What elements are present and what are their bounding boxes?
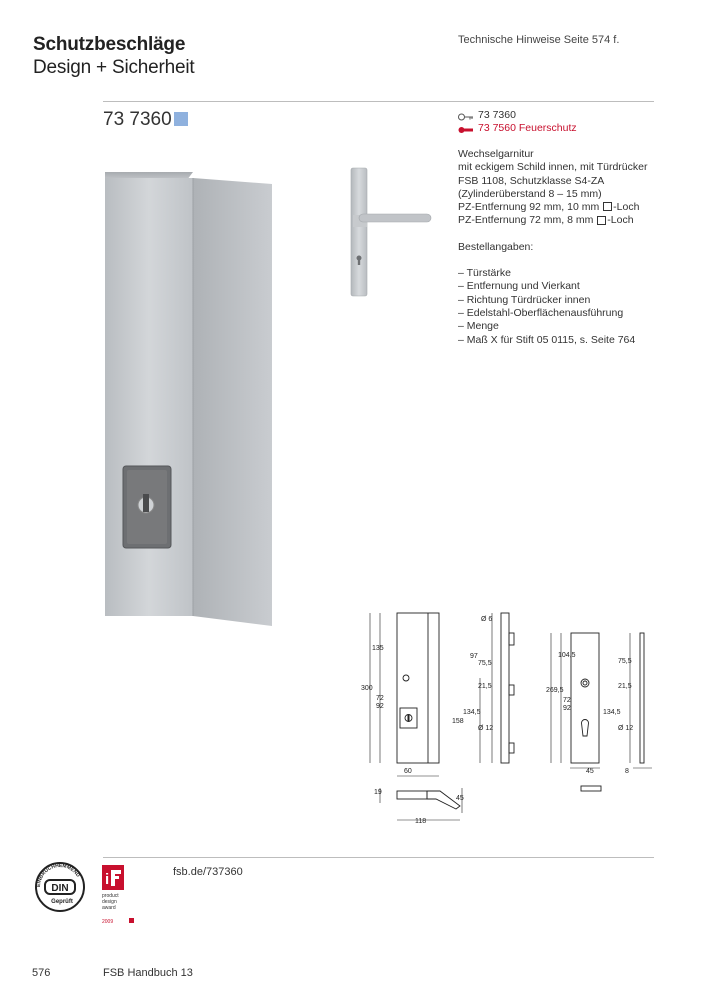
dim-label: 21,5: [618, 683, 632, 690]
dim-label: 104,5: [558, 652, 576, 659]
pz-line-2: PZ-Entfernung 72 mm, 8 mm -Loch: [458, 214, 634, 227]
dim-label: 8: [625, 768, 629, 775]
order-item: – Entfernung und Vierkant: [458, 280, 580, 293]
dim-label: 92: [563, 705, 571, 712]
dim-label: 45: [456, 795, 464, 802]
dim-label: Ø 12: [478, 725, 494, 732]
order-item: – Edelstahl-Oberflächenausführung: [458, 306, 624, 319]
dim-label: 300: [361, 685, 373, 692]
technical-drawing: [360, 608, 660, 833]
din-text: DIN: [51, 883, 69, 894]
square-hole-icon: [597, 216, 606, 225]
dim-label: 269,5: [546, 687, 564, 694]
dim-label: 92: [376, 703, 384, 710]
order-heading: Bestellangaben:: [458, 240, 534, 253]
dim-label: 135: [372, 645, 384, 652]
din-certified-logo: [33, 860, 88, 915]
desc-line: FSB 1108, Schutzklasse S4-ZA: [458, 174, 605, 187]
order-item: – Richtung Türdrücker innen: [458, 293, 591, 306]
din-sub-text: Geprüft: [51, 899, 73, 905]
dim-label: 97: [470, 653, 478, 660]
order-item: – Menge: [458, 320, 499, 333]
fire-key-icon: [458, 125, 474, 132]
dim-label: 75,5: [618, 658, 632, 665]
dim-label: 158: [452, 718, 464, 725]
din-ring-text: EINBRUCHHEMMEND: [35, 862, 81, 888]
award-line: design: [102, 899, 117, 905]
variant-standard: [458, 109, 516, 121]
dim-label: 72: [563, 697, 571, 704]
award-line: product: [102, 893, 119, 899]
pz-line-1: PZ-Entfernung 92 mm, 10 mm -Loch: [458, 201, 640, 214]
order-item: – Maß X für Stift 05 0115, s. Seite 764: [458, 333, 636, 346]
page-title: Schutzbeschläge: [33, 34, 186, 55]
award-year: 2009: [102, 919, 114, 925]
variant-standard-label: 73 7360: [478, 109, 516, 121]
desc-line: Wechselgarnitur: [458, 148, 534, 160]
article-number: 73 7360: [103, 109, 172, 130]
award-line: award: [102, 905, 116, 911]
dim-label: 45: [586, 768, 594, 775]
dim-label: 21,5: [478, 683, 492, 690]
variant-fire-label: 73 7560 Feuerschutz: [478, 122, 577, 134]
square-hole-icon: [603, 202, 612, 211]
dim-label: 118: [415, 818, 427, 825]
dim-label: Ø 6: [481, 616, 493, 623]
desc-line: mit eckigem Schild innen, mit Türdrücker: [458, 161, 648, 174]
finish-swatch: [174, 112, 188, 126]
technical-note: Technische Hinweise Seite 574 f.: [458, 34, 620, 46]
desc-line: (Zylinderüberstand 8 – 15 mm): [458, 187, 602, 200]
key-icon: [458, 112, 474, 119]
product-photo-shield: [95, 160, 285, 640]
book-title: FSB Handbuch 13: [103, 967, 193, 979]
dim-label: 72: [376, 695, 384, 702]
dim-label: 134,5: [603, 709, 621, 716]
if-design-award-logo: [102, 865, 142, 927]
order-item: – Türstärke: [458, 267, 511, 280]
product-description: [458, 148, 698, 347]
dim-label: 75,5: [478, 660, 492, 667]
dim-label: 19: [374, 789, 382, 796]
product-url[interactable]: fsb.de/737360: [173, 866, 243, 878]
dim-label: 60: [404, 768, 412, 775]
bottom-divider: [103, 857, 654, 858]
page-subtitle: Design + Sicherheit: [33, 57, 195, 78]
top-divider: [103, 101, 654, 102]
page-number: 576: [32, 967, 51, 979]
product-photo-handle: [345, 165, 435, 300]
svg-text:i: i: [105, 871, 110, 888]
dim-label: Ø 12: [618, 725, 634, 732]
variant-fire: [458, 122, 577, 134]
dim-label: 134,5: [463, 709, 481, 716]
